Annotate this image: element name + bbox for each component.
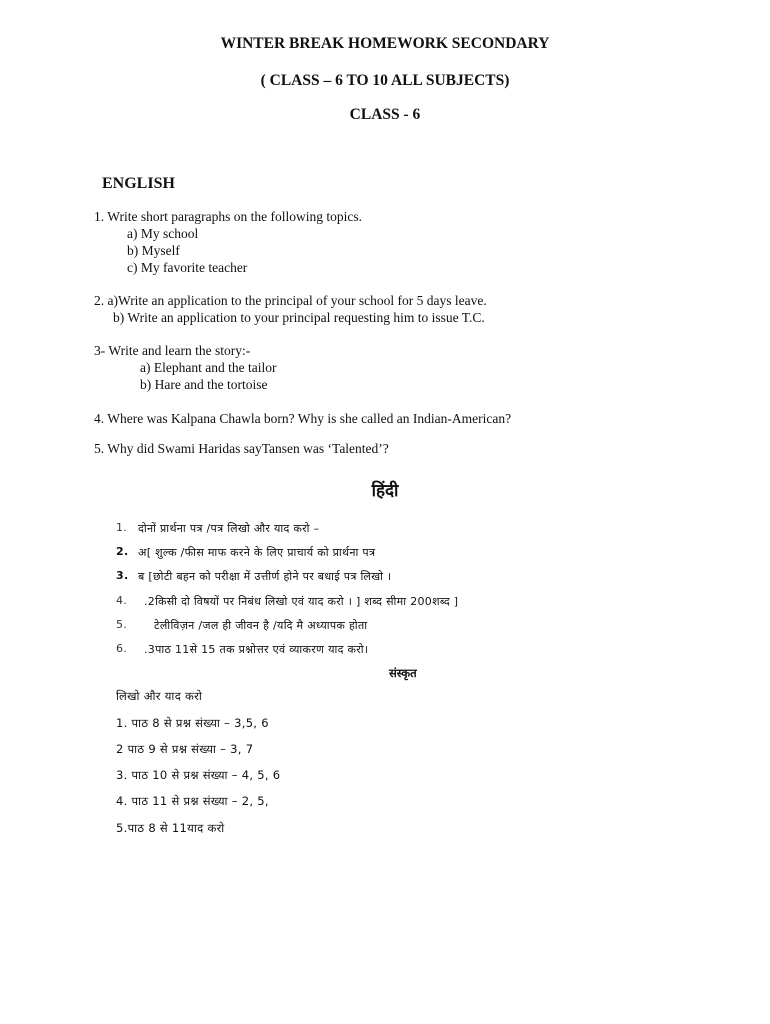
english-q1-item: b) Myself	[127, 243, 180, 258]
hindi-item-number: 3.	[116, 569, 129, 582]
document-title: WINTER BREAK HOMEWORK SECONDARY	[220, 35, 550, 52]
english-q3-item: b) Hare and the tortoise	[140, 377, 268, 392]
sanskrit-intro: लिखो और याद करो	[116, 689, 203, 703]
hindi-item-text: टेलीविज़न /जल ही जीवन है /यदि मै अध्यापक होता	[154, 619, 368, 632]
english-question-3: 3- Write and learn the story:-	[94, 343, 251, 358]
english-question-2a: 2. a)Write an application to the principal of your school for 5 days leave.	[94, 293, 487, 308]
hindi-item-text: .2किसी दो विषयों पर निबंध लिखो एवं याद करो । ] शब्द सीमा 200शब्द ]	[144, 595, 459, 608]
hindi-item-number: 2.	[116, 545, 129, 558]
hindi-item-number: 6.	[116, 642, 128, 655]
sanskrit-item: 5.पाठ 8 से 11याद करो	[116, 821, 225, 835]
document-subtitle: ( CLASS – 6 TO 10 ALL SUBJECTS)	[260, 72, 510, 89]
english-question-2b: b) Write an application to your principal requesting him to issue T.C.	[113, 310, 485, 325]
hindi-item-text: ब [छोटी बहन को परीक्षा में उत्तीर्ण होने पर बधाई पत्र लिखो ।	[138, 570, 392, 583]
sanskrit-item: 4. पाठ 11 से प्रश्न संख्या – 2, 5,	[116, 794, 269, 808]
hindi-item-number: 4.	[116, 594, 128, 607]
english-question-4: 4. Where was Kalpana Chawla born? Why is she called an Indian-American?	[94, 411, 512, 426]
sanskrit-item: 2 पाठ 9 से प्रश्न संख्या – 3, 7	[116, 742, 254, 756]
hindi-item-text: अ[ शुल्क /फीस माफ करने के लिए प्राचार्य को प्रार्थना पत्र	[138, 546, 376, 559]
sanskrit-item: 1. पाठ 8 से प्रश्न संख्या – 3,5, 6	[116, 716, 269, 730]
hindi-item-number: 5.	[116, 618, 128, 631]
english-q1-item: a) My school	[127, 226, 199, 241]
class-label: CLASS - 6	[349, 106, 421, 123]
hindi-item-number: 1.	[116, 521, 128, 534]
english-question-1: 1. Write short paragraphs on the following topics.	[94, 209, 363, 224]
hindi-item-text: .3पाठ 11से 15 तक प्रश्नोत्तर एवं व्याकरण याद करो।	[144, 643, 369, 656]
english-q3-item: a) Elephant and the tailor	[140, 360, 277, 375]
sanskrit-heading: संस्कृत	[389, 666, 417, 680]
english-heading: ENGLISH	[102, 175, 175, 192]
english-question-5: 5. Why did Swami Haridas sayTansen was ‘Talented’?	[94, 441, 389, 456]
hindi-item-text: दोनों प्रार्थना पत्र /पत्र लिखो और याद करो –	[138, 522, 320, 535]
hindi-heading: हिंदी	[371, 481, 399, 501]
sanskrit-item: 3. पाठ 10 से प्रश्न संख्या – 4, 5, 6	[116, 768, 281, 782]
english-q1-item: c) My favorite teacher	[127, 260, 248, 275]
